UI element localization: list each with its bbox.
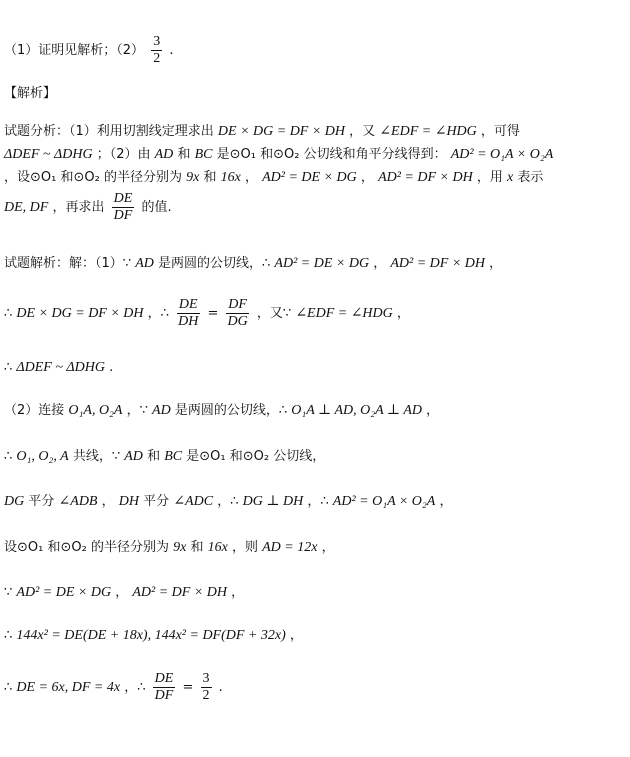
math: DE × DG = DF × DH xyxy=(16,306,144,321)
fraction-numerator: 3 xyxy=(153,34,161,49)
text: ，则 xyxy=(231,540,258,555)
math: AD² = DF × DH xyxy=(132,585,227,600)
text: 是⊙O₁ 和⊙O₂ 公切线和角平分线得到： xyxy=(216,147,447,162)
text: ，设⊙O₁ 和⊙O₂ 的半径分别为 xyxy=(4,170,182,185)
text: 的值. xyxy=(141,200,172,215)
fraction-denominator: DG xyxy=(227,314,248,329)
fraction-denominator: 2 xyxy=(153,51,161,66)
text: 平分 xyxy=(28,494,55,509)
math: BC xyxy=(194,147,213,162)
math: O₁, O₂, A xyxy=(16,449,69,464)
section-title: 【解析】 xyxy=(4,86,57,101)
equals-sign: = xyxy=(207,306,219,321)
math: AD xyxy=(135,256,154,271)
math: BC xyxy=(164,449,183,464)
solution-line-7 xyxy=(4,538,335,558)
text: 共线，∵ xyxy=(72,449,121,464)
math: ΔDEF ~ ΔDHG xyxy=(16,360,105,375)
math: AD xyxy=(152,403,171,418)
text: 试题解析：解：（1）∵ xyxy=(4,256,132,271)
analysis-line-1 xyxy=(4,122,520,142)
fraction xyxy=(176,297,200,330)
math: AD² = DF × DH xyxy=(378,170,473,185)
text: 设⊙O₁ 和⊙O₂ 的半径分别为 xyxy=(4,540,169,555)
text: ， xyxy=(231,585,245,600)
text: 和 xyxy=(203,170,217,185)
text: ，∴ xyxy=(147,306,169,321)
analysis-line-2 xyxy=(4,145,553,165)
text: ， xyxy=(244,170,258,185)
text: ∴ xyxy=(4,628,13,643)
fraction-numerator: DE xyxy=(113,191,133,206)
math: DG ⊥ DH xyxy=(242,494,304,509)
math: ∠EDF = ∠HDG xyxy=(379,124,477,139)
math: AD² = DE × DG xyxy=(262,170,357,185)
text: ，∴ xyxy=(307,494,329,509)
text: ， xyxy=(439,494,453,509)
math: DE, DF xyxy=(4,200,49,215)
text: ， xyxy=(115,585,129,600)
fraction xyxy=(112,191,135,224)
text: . xyxy=(218,680,223,695)
text: ∵ xyxy=(4,585,13,600)
text: ∴ xyxy=(4,449,13,464)
math: x xyxy=(507,170,514,185)
text: ， xyxy=(289,628,303,643)
math: DG xyxy=(4,494,25,509)
solution-line-3 xyxy=(4,358,113,378)
fraction-denominator: 2 xyxy=(202,688,210,703)
fraction-numerator: DE xyxy=(178,297,198,312)
solution-line-10 xyxy=(4,670,223,706)
text: （2）连接 xyxy=(4,403,65,418)
math: DE = 6x, DF = 4x xyxy=(16,680,121,695)
math: O₁A, O₂A xyxy=(68,403,123,418)
solution-line-2 xyxy=(4,296,410,332)
solution-line-8 xyxy=(4,583,244,603)
text: ， xyxy=(489,256,503,271)
text: 试题分析：（1）利用切割线定理求出 xyxy=(4,124,214,139)
equals-sign: = xyxy=(182,680,194,695)
text: 和 xyxy=(177,147,191,162)
fraction-numerator: DE xyxy=(154,671,174,686)
math: 16x xyxy=(207,540,228,555)
text: ，∴ xyxy=(217,494,239,509)
math: AD² = O₁A × O₂A xyxy=(332,494,436,509)
text: ， xyxy=(101,494,115,509)
math: ∠EDF = ∠HDG xyxy=(295,306,393,321)
math: AD² = DE × DG xyxy=(16,585,112,600)
text: ，又 xyxy=(349,124,376,139)
text: 平分 xyxy=(143,494,170,509)
math: ∠ADC xyxy=(173,494,214,509)
answer-fraction xyxy=(151,34,162,67)
text: ， xyxy=(426,403,440,418)
fraction-denominator: DF xyxy=(154,688,174,703)
text: ，用 xyxy=(476,170,503,185)
solution-line-1 xyxy=(4,254,502,274)
math: ΔDEF ~ ΔDHG xyxy=(4,147,93,162)
math: 9x xyxy=(173,540,187,555)
text: ， xyxy=(360,170,374,185)
math: AD = 12x xyxy=(262,540,318,555)
answer-end: . xyxy=(169,43,174,58)
math: ∠ADB xyxy=(58,494,98,509)
text: 和 xyxy=(190,540,204,555)
fraction-numerator: DF xyxy=(228,297,247,312)
analysis-line-3 xyxy=(4,168,543,188)
solution-line-6 xyxy=(4,492,453,512)
text: 是⊙O₁ 和⊙O₂ 公切线， xyxy=(186,449,326,464)
math: 144x² = DE(DE + 18x), 144x² = DF(DF + 32x) xyxy=(16,628,286,643)
text: . xyxy=(109,360,114,375)
text: 和 xyxy=(147,449,161,464)
text: ， xyxy=(321,540,335,555)
text: ， xyxy=(396,306,410,321)
math: AD² = O₁A × O₂A xyxy=(450,147,554,162)
fraction xyxy=(201,671,212,704)
fraction-denominator: DH xyxy=(178,314,199,329)
math: 9x xyxy=(186,170,200,185)
fraction xyxy=(153,671,176,704)
fraction-numerator: 3 xyxy=(202,671,210,686)
analysis-line-4 xyxy=(4,190,172,226)
math: DE × DG = DF × DH xyxy=(217,124,346,139)
math: 16x xyxy=(220,170,241,185)
solution-line-9 xyxy=(4,626,303,646)
text: ∴ xyxy=(4,360,13,375)
math: AD xyxy=(124,449,143,464)
math: AD xyxy=(154,147,174,162)
text: ，∵ xyxy=(126,403,148,418)
fraction xyxy=(226,297,250,330)
text: ，再求出 xyxy=(52,200,105,215)
math: AD² = DE × DG xyxy=(274,256,370,271)
text: ，∴ xyxy=(124,680,146,695)
text: ，又∵ xyxy=(256,306,292,321)
text: 是两圆的公切线，∴ xyxy=(158,256,271,271)
text: 是两圆的公切线，∴ xyxy=(174,403,288,418)
text: ∴ xyxy=(4,680,13,695)
text: ，可得 xyxy=(480,124,520,139)
math: O₁A ⊥ AD, O₂A ⊥ AD xyxy=(291,403,422,418)
text: ；（2）由 xyxy=(96,147,151,162)
text: 表示 xyxy=(517,170,544,185)
text: ， xyxy=(373,256,387,271)
text: ∴ xyxy=(4,306,13,321)
solution-line-5 xyxy=(4,447,325,467)
fraction-denominator: DF xyxy=(113,208,133,223)
solution-line-4 xyxy=(4,401,439,421)
answer-line xyxy=(4,34,173,67)
answer-text: （1）证明见解析；（2） xyxy=(4,43,145,58)
math: AD² = DF × DH xyxy=(390,256,485,271)
math: DH xyxy=(118,494,140,509)
